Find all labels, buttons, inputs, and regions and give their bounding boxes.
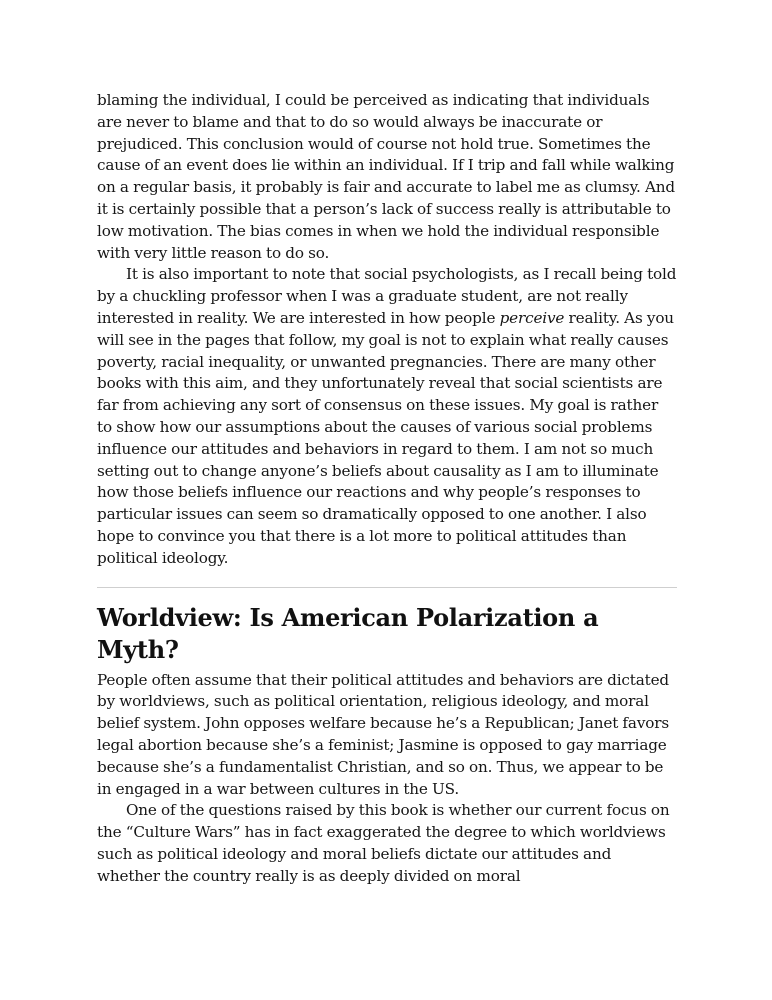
body-paragraph: blaming the individual, I could be perceived as indicating that individuals are never to blame and that to do so would always be inaccurate or prejudiced. This conclusion would of course not hold true. Sometimes the cause of an event does lie within an individual. If I trip and fall while walking on a regular basis, it probably is fair and accurate to label me as clumsy. And it is certainly possible that a person’s lack of success really is attributable to low motivation. The bias comes in when we hold the individual responsible with very little reason to do so. xyxy=(97,91,675,262)
paragraph-text: reality. As you will see in the pages that follow, my goal is not to explain what really causes poverty, racial inequality, or unwanted pregnancies. There are many other books with this aim, and they unfortunately reveal that social scientists are far from achieving any sort of consensus on these issues. My goal is rather to show how our assumptions about the causes of various social problems influence our attitudes and behaviors in regard to them. I am not so much setting out to change anyone’s beliefs about causality as I am to illuminate how those beliefs influence our reactions and why people’s responses to particular issues can seem so dramatically opposed to one another. I also hope to convince you that there is a lot more to political attitudes than political ideology. xyxy=(97,308,674,567)
section-heading: Worldview: Is American Polarization a Myth? xyxy=(97,602,599,664)
body-paragraph xyxy=(97,264,677,569)
section-divider xyxy=(97,587,677,588)
emphasized-word: perceive xyxy=(499,308,565,327)
paragraph-text: It is also important to note that social psychologists, as I recall being told by a chuckling professor when I was a graduate student, are not really interested in reality. We are interested in how people xyxy=(97,265,677,327)
document-page xyxy=(97,90,677,888)
body-paragraph: People often assume that their political attitudes and behaviors are dictated by worldviews, such as political orientation, religious ideology, and moral belief system. John opposes welfare because he’s a Republican; Janet favors legal abortion because she’s a feminist; Jasmine is opposed to gay marriage because she’s a fundamentalist Christian, and so on. Thus, we appear to be in engaged in a war between cultures in the US. xyxy=(97,670,670,798)
body-paragraph: One of the questions raised by this book is whether our current focus on the “Culture Wars” has in fact exaggerated the degree to which worldviews such as political ideology and moral beliefs dictate our attitudes and whether the country really is as deeply divided on moral xyxy=(97,801,670,885)
